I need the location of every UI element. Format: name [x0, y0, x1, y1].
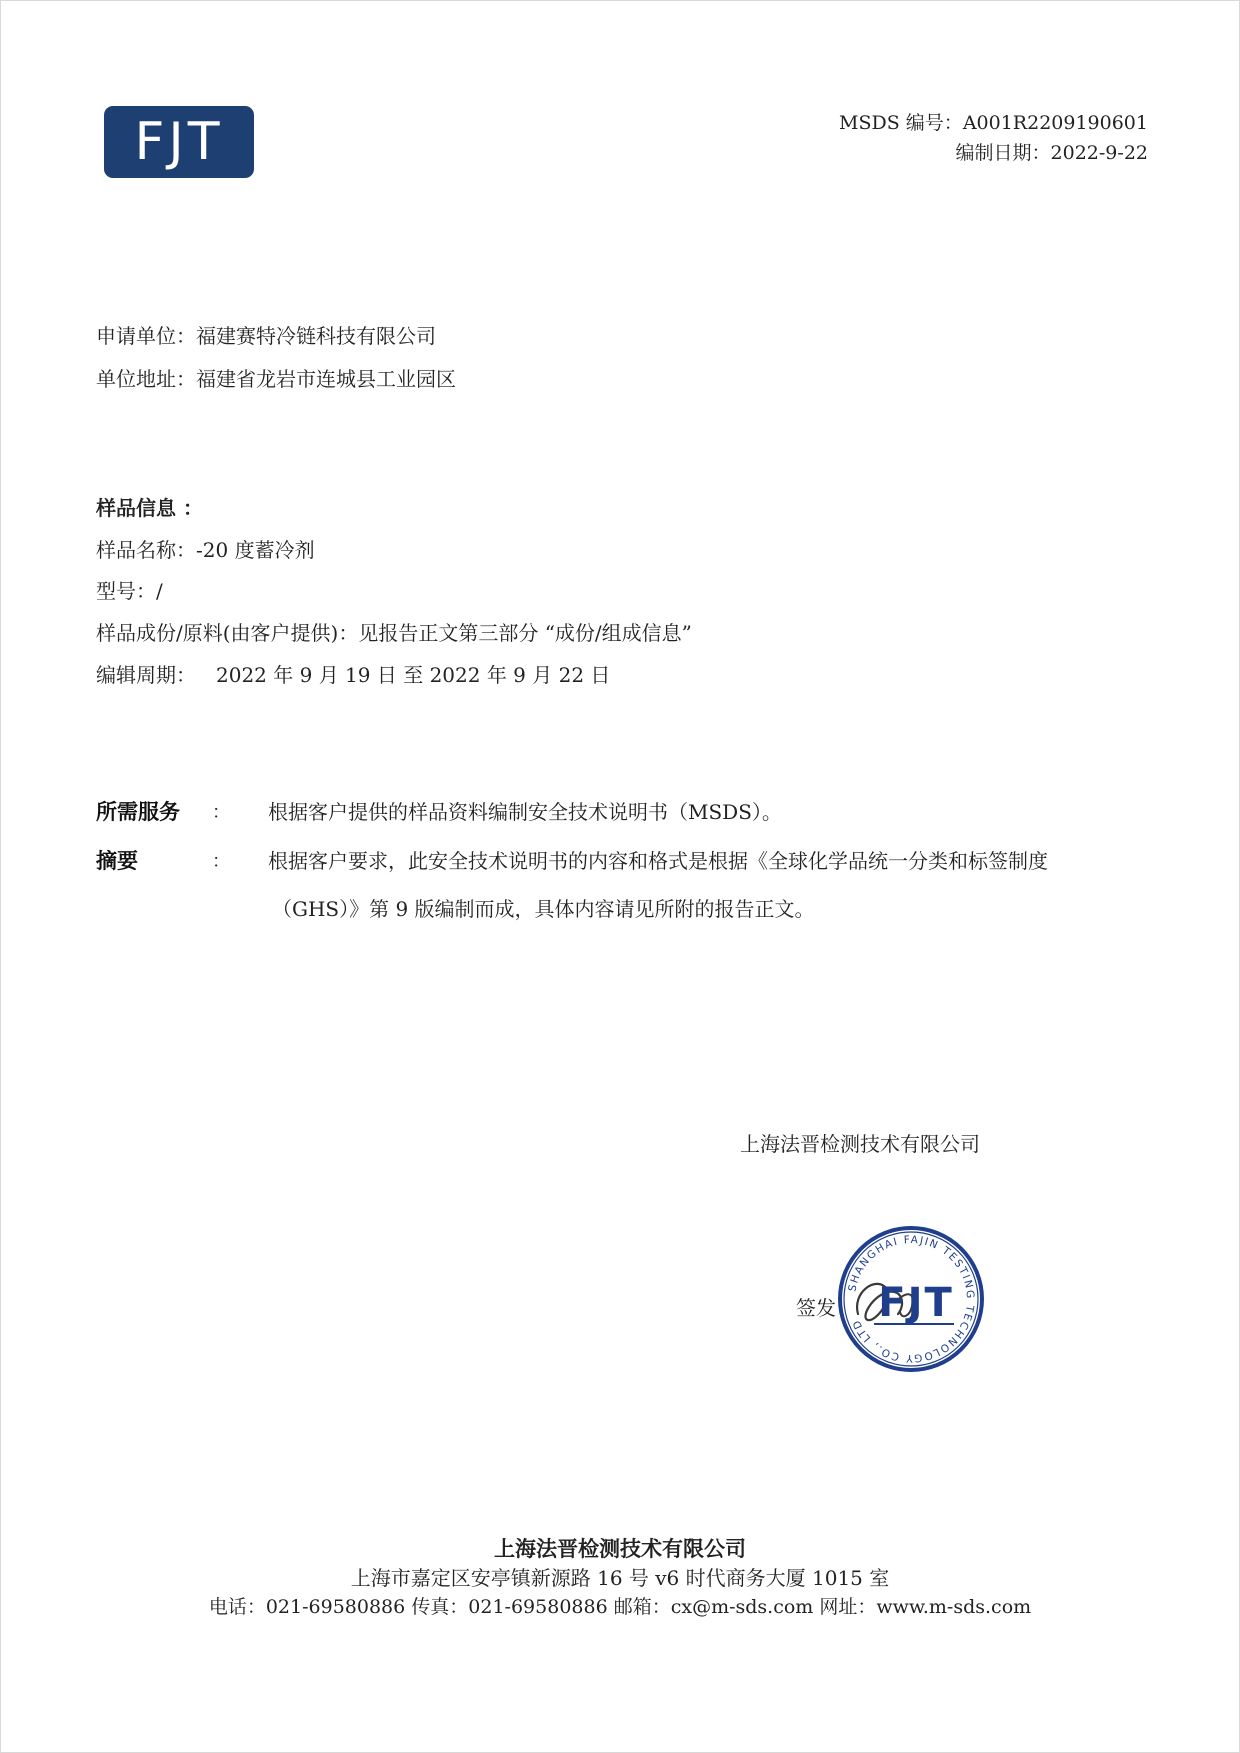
issuer-company: 上海法晋检测技术有限公司 — [740, 1132, 980, 1156]
fjt-logo — [104, 106, 254, 178]
sample-name-line — [96, 534, 315, 563]
sample-composition-line — [96, 617, 692, 646]
summary-colon: ： — [212, 851, 230, 872]
compile-date-label: 编制日期： — [955, 142, 1051, 164]
sample-name-value: -20 度蓄冷剂 — [196, 538, 315, 562]
seal-ring-text: SHANGHAI FAJIN TESTING TECHNOLOGY CO., LTD — [846, 1233, 977, 1365]
applicant-unit-label: 申请单位： — [96, 324, 196, 348]
sample-info-heading: 样品信息 ： — [96, 496, 203, 520]
service-text: 根据客户提供的样品资料编制安全技术说明书（MSDS）。 — [268, 800, 782, 824]
company-seal — [836, 1224, 986, 1374]
sample-composition-label: 样品成份/原料(由客户提供)： — [96, 621, 359, 645]
compile-date-value: 2022-9-22 — [1050, 142, 1148, 164]
applicant-address-value: 福建省龙岩市连城县工业园区 — [196, 367, 456, 391]
msds-number-label: MSDS 编号： — [839, 112, 963, 134]
footer-address: 上海市嘉定区安亭镇新源路 16 号 v6 时代商务大厦 1015 室 — [350, 1566, 890, 1590]
msds-number-value: A001R2209190601 — [962, 112, 1148, 134]
footer-contact: 电话：021-69580886 传真：021-69580886 邮箱：cx@m-sds.com 网址：www.m-sds.com — [208, 1596, 1032, 1618]
document-meta — [839, 108, 1148, 168]
service-label: 所需服务 — [96, 799, 180, 824]
applicant-address-line — [96, 363, 456, 392]
edit-period-value: 2022 年 9 月 19 日 至 2022 年 9 月 22 日 — [216, 663, 611, 687]
sample-composition-value: 见报告正文第三部分 “成份/组成信息” — [358, 621, 692, 645]
msds-number-line — [839, 108, 1148, 138]
compile-date-line — [839, 138, 1148, 168]
summary-label: 摘要 — [96, 848, 138, 873]
sample-name-label: 样品名称： — [96, 538, 196, 562]
sample-model-value: / — [156, 579, 163, 603]
sample-model-line — [96, 575, 163, 604]
service-colon: ： — [212, 802, 230, 823]
summary-text-line1: 根据客户要求，此安全技术说明书的内容和格式是根据《全球化学品统一分类和标签制度 — [268, 849, 1048, 873]
logo-text: FJT — [134, 112, 224, 172]
applicant-unit-line — [96, 320, 436, 349]
summary-text-line2: （GHS）》第 9 版编制而成，具体内容请见所附的报告正文。 — [272, 897, 815, 921]
sample-model-label: 型号： — [96, 579, 156, 603]
sign-label: 签发： — [796, 1296, 856, 1320]
edit-period-line — [96, 659, 610, 688]
seal-center-text: FJT — [878, 1280, 954, 1326]
edit-period-label: 编辑周期： — [96, 663, 196, 687]
applicant-address-label: 单位地址： — [96, 367, 196, 391]
footer-company: 上海法晋检测技术有限公司 — [494, 1536, 746, 1561]
applicant-unit-value: 福建赛特冷链科技有限公司 — [196, 324, 436, 348]
